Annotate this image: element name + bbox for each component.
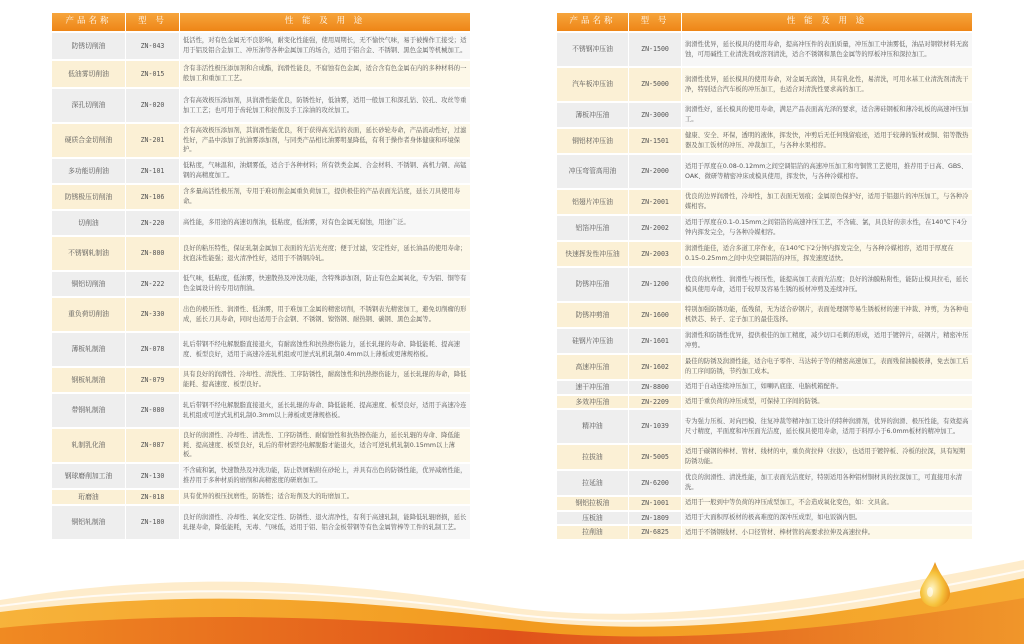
table-row [52, 464, 470, 488]
table-row [557, 190, 972, 214]
table-row [557, 497, 972, 510]
table-row [557, 381, 972, 394]
product-name-cell: 切削油 [52, 211, 125, 235]
description-cell: 适用于自动连续冲压加工，如喇叭底座、电脑机箱配件。 [682, 381, 972, 394]
table-row [557, 471, 972, 495]
description-cell: 润滑性能佳，适合多道工序作业，在140℃下2分钟内挥发完全，与各种冷媒相容，适用于厚度在0.15-0.25mm之间中央空调铝箔的冲压，挥发速度适快。 [682, 242, 972, 266]
product-name-cell: 精冲油 [557, 410, 628, 443]
description-cell: 低活性，对有色金属无不良影响，耐变化性能强，使用周期长，无不愉快气味，易于被操作工接受；适用于铝及铝合金加工、冲压油等各种金属加工的场合，适用于铝合金、不锈钢、黑色金属等机械加工。 [180, 33, 470, 59]
table-row [52, 211, 470, 235]
model-cell: ZN-043 [126, 33, 179, 59]
model-cell: ZN-3000 [629, 103, 681, 127]
product-name-cell: 深孔切削油 [52, 89, 125, 122]
model-cell: ZN-1501 [629, 129, 681, 153]
table-row [52, 298, 470, 331]
model-cell: ZN-2001 [629, 190, 681, 214]
model-cell: ZN-1200 [629, 268, 681, 301]
table-row [52, 33, 470, 59]
product-name-cell: 拉削油 [557, 526, 628, 539]
description-cell: 优良的润滑性、清洗性能，加工表面光洁度好，特别适用各种铝材铜材具的拉深加工，可直接用水清洗。 [682, 471, 972, 495]
table-row [557, 129, 972, 153]
table-row [557, 155, 972, 188]
description-cell: 健康、安全、环保，透明的液体，挥发快，冲剪后无任何残留痕迹，适用于较薄的钣材或铜、铝等散热器及加工钣材的冲压、冲裁加工，与各种水果相容。 [682, 129, 972, 153]
description-cell: 具有优异的极压抗磨性，防锈性；适合珩削及大的珩磨加工。 [180, 490, 470, 504]
product-name-cell: 重负荷切削油 [52, 298, 125, 331]
product-name-cell: 多功能切削油 [52, 159, 125, 183]
description-cell: 润滑性优异，延长模具的使用寿命，对金属无腐蚀，具有乳化性，易清洗，可用水基工业清洗剂清洗干净，特别适合汽车板的冲压加工，也适合对清洗性要求高的加工。 [682, 68, 972, 101]
model-cell: ZN-106 [126, 185, 179, 209]
description-cell: 润滑性优异，延长模具的使用寿命，提高冲压件的表面质量，冲压加工中油雾低，油品对钢铁材料无腐蚀，可用碱性工业清洗剂或溶剂清洗，适合不锈钢和黑色金属等的厚板冲压和深拉加工。 [682, 33, 972, 66]
model-cell: ZN-015 [126, 61, 179, 87]
description-cell: 优良的边界润滑性，冷却性，加工表面无划痕；金属原色保护好，适用于铝翅片的冲压加工，与各种冷媒相容。 [682, 190, 972, 214]
table-row [52, 333, 470, 366]
model-cell: ZN-180 [126, 506, 179, 539]
product-name-cell: 硬质合金切削油 [52, 124, 125, 157]
model-cell: ZN-5000 [629, 68, 681, 101]
table-row [557, 445, 972, 469]
description-cell: 特别加强防锈功能，低残留，无为适合矽钢片，表面处理钢等易生锈板材的速干冲裁、冲剪，为各种电机铁芯、转子、定子加工的最佳选择。 [682, 303, 972, 327]
description-cell: 适用于碳钢的棒材、管材、线材的中，重负荷拉伸（拉拔），也适用于镀锌板、冷板的拉深，具有短期防锈功能。 [682, 445, 972, 469]
model-cell: ZN-1601 [629, 329, 681, 353]
model-cell: ZN-6200 [629, 471, 681, 495]
description-cell: 低气味，低粘度，低油雾，快速散热及冲洗功能，含特殊添加剂，防止有色金属氧化，专为铝、铜等有色金属设计的专用切削油。 [180, 272, 470, 296]
model-cell: ZN-201 [126, 124, 179, 157]
table-row [557, 103, 972, 127]
product-name-cell: 钢板轧制油 [52, 368, 125, 392]
model-cell: ZN-220 [126, 211, 179, 235]
model-cell: ZN-1600 [629, 303, 681, 327]
product-name-cell: 防锈切削油 [52, 33, 125, 59]
model-cell: ZN-1602 [629, 355, 681, 379]
model-cell: ZN-079 [126, 368, 179, 392]
table-header-row [557, 13, 972, 31]
product-name-cell: 带钢轧制油 [52, 394, 125, 427]
model-cell: ZN-800 [126, 237, 179, 270]
header-model: 型 号 [629, 13, 681, 31]
description-cell: 适用于厚度在0.08-0.12mm之间空调铝箔的高速冲压加工和弯铜管工艺使用，推荐用于日高、GBS、OAK、微研等精密冲床或模具使用，挥发快，与各种冷媒相容。 [682, 155, 972, 188]
description-cell: 最佳的防锈及润滑性能，适合电子零件、马达转子等的精密高速加工，表面残留油膜极薄，免去加工后的工序间防锈，节约加工成本。 [682, 355, 972, 379]
model-cell: ZN-330 [126, 298, 179, 331]
product-name-cell: 拉拔油 [557, 445, 628, 469]
model-cell: ZN-1039 [629, 410, 681, 443]
description-cell: 适用于厚度在0.1-0.15mm之间铝箔的高速冲压工艺，不含硫、氯，具良好的亲水性，在140℃下4分钟内挥发完全，与各种冷媒相容。 [682, 216, 972, 240]
model-cell: ZN-020 [126, 89, 179, 122]
description-cell: 轧后带钢不经电解脱脂直接退火，有耐腐蚀性和抗热擦伤能力，延长轧辊的寿命、降低能耗、提高速度、板型良好，适用于高速冷连轧机组或可逆式轧机轧制0.4mm以上薄板或更薄规格板。 [180, 333, 470, 366]
model-cell: ZN-2000 [629, 155, 681, 188]
model-cell: ZN-1500 [629, 33, 681, 66]
product-name-cell: 防锈极压切削油 [52, 185, 125, 209]
header-model: 型 号 [126, 13, 179, 31]
description-cell: 良好的润滑性、冷却性、氧化安定性、防锈性、退火清净性，有利于高速轧制，能降低轧辊磨损，延长轧辊寿命，降低能耗，无毒、气味低，适用于铝、铝合金板带钢等有色金属管棒等工件的轧制工艺。 [180, 506, 470, 539]
description-cell: 优良的抗磨性、润滑性与极压性，能提高加工表面光洁度；良好的油膜粘附性，能防止模具拉毛，延长模具使用寿命，适用于较厚及容易生锈的板材冲剪及连续冲压。 [682, 268, 972, 301]
model-cell: ZN-2002 [629, 216, 681, 240]
model-cell: ZN-1001 [629, 497, 681, 510]
description-cell: 专为强力压板、对向凹模、往复冲裁等精冲加工设计的特种润滑剂，优异的润滑、极压性能，有效提高尺寸精度，平面度和冲压面光洁度，延长模具使用寿命，适用于料厚小于6.0mm板材的精冲加工。 [682, 410, 972, 443]
product-name-cell: 轧制乳化油 [52, 429, 125, 462]
description-cell: 适用于不锈钢线材、小口径管材、棒材管的高要求拉伸及高速拉伸。 [682, 526, 972, 539]
product-name-cell: 钢球磨削加工油 [52, 464, 125, 488]
description-cell: 含多量高活性极压剂，专用于难切削金属重负荷加工，提供极佳的产品表面光洁度，延长刀具使用寿命。 [180, 185, 470, 209]
product-name-cell: 快速挥发性冲压油 [557, 242, 628, 266]
table-row [52, 368, 470, 392]
product-name-cell: 铜铝切削油 [52, 272, 125, 296]
model-cell: ZN-2209 [629, 396, 681, 409]
product-name-cell: 多效冲压油 [557, 396, 628, 409]
table-row [52, 237, 470, 270]
product-name-cell: 压板油 [557, 512, 628, 525]
model-cell: ZN-1809 [629, 512, 681, 525]
description-cell: 适用于一般到中等负荷的冲压成型加工，不会造成氧化变色，如：文具盒。 [682, 497, 972, 510]
product-name-cell: 钢铝拉板油 [557, 497, 628, 510]
model-cell: ZN-2003 [629, 242, 681, 266]
product-name-cell: 不锈钢轧制油 [52, 237, 125, 270]
product-name-cell: 铝箔冲压油 [557, 216, 628, 240]
table-header-row [52, 13, 470, 31]
product-name-cell: 速干冲压油 [557, 381, 628, 394]
product-name-cell: 铜铝轧制油 [52, 506, 125, 539]
header-performance-use: 性 能 及 用 途 [682, 13, 972, 31]
table-row [52, 89, 470, 122]
product-name-cell: 薄板冲压油 [557, 103, 628, 127]
model-cell: ZN-6825 [629, 526, 681, 539]
table-row [52, 272, 470, 296]
product-name-cell: 不锈钢冲压油 [557, 33, 628, 66]
description-cell: 出色的极压性、润滑性、低油雾，用于难加工金属的精密切削，不锈钢表光精密加工，避免切削瘤的形成，延长刀具寿命，同时也适用于合金钢、不锈钢、镍铬钢、耐热钢、碳钢、黑色金属等。 [180, 298, 470, 331]
table-row [52, 490, 470, 504]
table-row [52, 159, 470, 183]
product-name-cell: 冲压弯管高用油 [557, 155, 628, 188]
product-name-cell: 汽车板冲压油 [557, 68, 628, 101]
model-cell: ZN-8800 [629, 381, 681, 394]
table-row [557, 33, 972, 66]
description-cell: 高性能，多用途的高速切削油，低粘度，低油雾，对有色金属无腐蚀，用途广泛。 [180, 211, 470, 235]
product-table-left [51, 11, 471, 541]
product-name-cell: 拉延油 [557, 471, 628, 495]
model-cell: ZN-222 [126, 272, 179, 296]
model-cell: ZN-018 [126, 490, 179, 504]
description-cell: 含有高效极压添加剂，其润滑性能优良，利于获得高光洁的表面，延长砂轮寿命，产品流动性好，过滤性好，产品中添加了抗油雾添加剂，与同类产品相比油雾明显降低，有利于操作者身体健康和环境保护。 [180, 124, 470, 157]
table-row [52, 394, 470, 427]
model-cell: ZN-130 [126, 464, 179, 488]
description-cell: 良好的粘压特性，保证轧制金属加工表面的光洁光亮度；便于过滤，安定性好，延长油品的使用寿命；抗泡沫性能强；退火清净性好，适用于不锈钢冷轧。 [180, 237, 470, 270]
table-row [52, 185, 470, 209]
table-row [557, 329, 972, 353]
model-cell: ZN-078 [126, 333, 179, 366]
description-cell: 适用于重负荷的冲压成型，可保持工序间的防锈。 [682, 396, 972, 409]
table-row [52, 429, 470, 462]
product-name-cell: 防锈冲压油 [557, 268, 628, 301]
model-cell: ZN-087 [126, 429, 179, 462]
model-cell: ZN-5005 [629, 445, 681, 469]
product-name-cell: 珩磨油 [52, 490, 125, 504]
table-row [557, 303, 972, 327]
table-row [557, 410, 972, 443]
table-row [557, 355, 972, 379]
description-cell: 不含硫和氯，快速散热及冲洗功能，防止铁屑粘附在砂轮上，并具有出色的防锈性能，优异减磨性能，推荐用于多种材质的磨削和高精密度的研磨加工。 [180, 464, 470, 488]
description-cell: 适用于大面积厚板材的极高难度的深冲压成型，如电饭锅内胆。 [682, 512, 972, 525]
table-row [52, 124, 470, 157]
product-name-cell: 高速冲压油 [557, 355, 628, 379]
product-name-cell: 铝翅片冲压油 [557, 190, 628, 214]
table-row [52, 61, 470, 87]
header-product-name: 产品名称 [52, 13, 125, 31]
table-row [557, 512, 972, 525]
description-cell: 含有非活性极压添加剂和合成酯，润滑性能良，不腐蚀有色金属，适合含有色金属在内的多种材料的一般加工和重加工工艺。 [180, 61, 470, 87]
product-name-cell: 铜铝材冲压油 [557, 129, 628, 153]
table-row [557, 242, 972, 266]
table-row [557, 396, 972, 409]
table-row [557, 68, 972, 101]
product-name-cell: 防锈冲剪油 [557, 303, 628, 327]
model-cell: ZN-101 [126, 159, 179, 183]
description-cell: 具有良好的润滑性、冷却性、清洗性、工序防锈性，耐腐蚀性和抗热擦伤能力，延长轧辊的寿命，降低能耗、提高速度、板型良好。 [180, 368, 470, 392]
table-row [52, 506, 470, 539]
description-cell: 润滑性好，延长模具的使用寿命，满足产品表面高光泽的要求，适合薄硅钢板和薄冷轧板的高速冲压加工。 [682, 103, 972, 127]
header-product-name: 产品名称 [557, 13, 628, 31]
product-name-cell: 薄板轧制油 [52, 333, 125, 366]
product-name-cell: 低油雾切削油 [52, 61, 125, 87]
description-cell: 润滑性和防锈性优异，提供极佳的加工精度，减少切口毛刺的形成，适用于镀锌片，硅钢片，精密冲压冲剪。 [682, 329, 972, 353]
model-cell: ZN-080 [126, 394, 179, 427]
product-table-right [556, 11, 973, 541]
table-row [557, 216, 972, 240]
description-cell: 含有高效极压添加剂，具润滑性能优良，防锈性好，低油雾，适用一般加工和深孔钻、铰孔、攻丝等重加工工艺；也可用于齿轮加工和拉削及手工涂油的攻丝加工。 [180, 89, 470, 122]
product-name-cell: 硅钢片冲压油 [557, 329, 628, 353]
table-row [557, 526, 972, 539]
oil-drop-icon [918, 560, 952, 608]
description-cell: 低粘度，气味温和，油烟雾低，适合于各种材料；所有铁类金属、合金材料、不锈钢、高机力钢、高锰钢的高精度加工。 [180, 159, 470, 183]
table-row [557, 268, 972, 301]
description-cell: 良好的润滑性、冷却性、清洗性、工序防锈性、耐腐蚀性和抗热擦伤能力，延长轧辊的寿命、降低能耗、提高速度、板型良好，轧后的带材需经电解脱脂才能退火，适合可逆轧机轧制0.15mm以上薄板。 [180, 429, 470, 462]
header-performance-use: 性 能 及 用 途 [180, 13, 470, 31]
description-cell: 轧后带钢不经电解脱脂直接退火，延长轧辊的寿命、降低能耗、提高速度、板型良好，适用于高速冷连轧机组或可逆式轧机轧制0.3mm以上薄板或更薄规格板。 [180, 394, 470, 427]
